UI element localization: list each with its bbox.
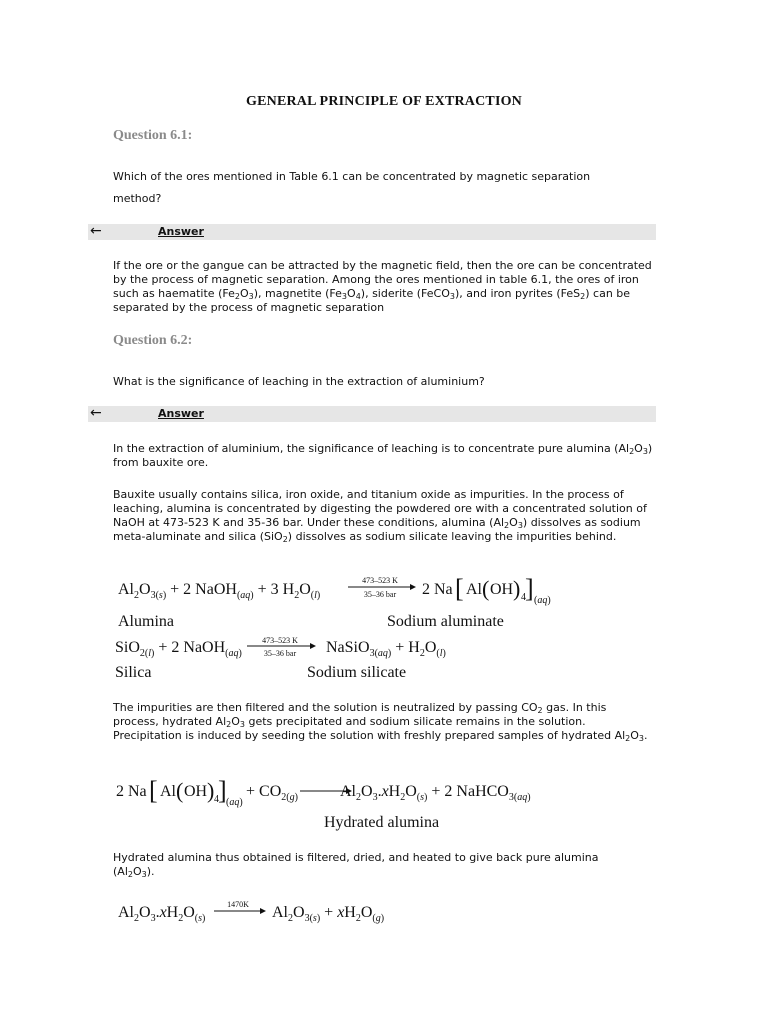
answer-bar-1[interactable]: [88, 224, 656, 240]
svg-text:+ CO2(g): + $CO_{2(}g$): [246, 783, 298, 803]
question-6-2-heading: Question 6.2:: [113, 333, 193, 348]
back-arrow-icon[interactable]: ←: [90, 223, 102, 239]
svg-text:(aq): (aq): [534, 595, 551, 606]
svg-text:Al2O3.xH2O(s): $Al_2O_3.xH_2O_(s$): [118, 904, 206, 924]
svg-text:]: ]: [218, 776, 227, 805]
eq2-label-silica: Silica: [115, 664, 152, 681]
svg-text:SiO2(l) + 2 NaOH(aq): SiO$_{2(}$l) + 2 NaOH$_($aq): [115, 639, 242, 659]
svg-text:Al2O3.xH2O(s) + 2 NaHCO3(aq): $Al_2O_3.xH_2O_(s) + 2$ NaHCO$_{3(}$aq): [340, 783, 531, 803]
svg-text:OH: OH: [490, 581, 514, 598]
svg-text:4: 4: [521, 592, 526, 603]
answer-6-2-para-4: Hydrated alumina thus obtained is filtered, dried, and heated to give back pure alumina $(Al_2O_3)$.: [113, 851, 599, 879]
question-6-1-text: Which of the ores mentioned in Table 6.1 can be concentrated by magnetic separation method?: [113, 170, 591, 205]
svg-text:Al2O3(s) + xH2O(g): $Al_2O_{3(}s) + xH_2O_(g$): [272, 904, 385, 924]
answer-6-2-para-1: In the extraction of aluminium, the significance of leaching is to concentrate pure alumina $(Al_2O_3)$ from bauxite ore.: [113, 442, 653, 469]
svg-text:OH: OH: [184, 783, 208, 800]
svg-text:4: 4: [214, 794, 219, 805]
svg-text:Al: Al: [466, 581, 482, 598]
answer-toggle-2[interactable]: Answer: [158, 407, 204, 420]
equation-heating: [110, 895, 410, 929]
eq4-condition: 1470K: [227, 900, 249, 909]
answer-6-1-text: If the ore or the gangue can be attracted by the magnetic field, then the ore can be concentrated by the process of magnetic separation. Among the ores mentioned in table 6.1, the ores of iron such as haematite $(Fe_2O_3)$, magnetite $(Fe_3O_4)$, siderite (FeCO$_3$), and iron pyrites (FeS$_2$) can be separated by the process of magnetic separation: [113, 259, 652, 314]
svg-text:(: (: [176, 778, 184, 803]
svg-text:]: ]: [525, 574, 534, 603]
svg-text:[: [: [149, 776, 158, 805]
eq2-condition-pressure: 35–36 bar: [263, 649, 297, 658]
answer-bar-2[interactable]: [88, 406, 656, 422]
svg-text:NaSiO3(aq) + H2O(l): NaSiO$_{3(}$aq) + $H_2O_(l$): [326, 639, 446, 659]
equation-precipitation: [110, 772, 570, 834]
eq1-label-sodium-aluminate: Sodium aluminate: [387, 613, 504, 630]
equation-alumina-leaching: [110, 572, 670, 632]
question-6-2-text: What is the significance of leaching in the extraction of aluminium?: [113, 375, 485, 388]
question-6-1-heading: Question 6.1:: [113, 128, 193, 143]
svg-text:Al2O3(s) + 2 NaOH(aq) + 3 H2O(: $Al_2O_{3(}s) + 2$ NaOH$_($aq) + 3 $H_2O_(l$): [118, 581, 321, 601]
page-title: GENERAL PRINCIPLE OF EXTRACTION: [246, 94, 522, 109]
answer-6-2-para-2: Bauxite usually contains silica, iron oxide, and titanium oxide as impurities. In the process of leaching, alumina is concentrated by digesting the powdered ore with a concentrated solution of NaOH at 473-523 K and 35-36 bar. Under these conditions, alumina $(Al_2O_3)$ dissolves as sodium meta-aluminate and silica (SiO$_2$) dissolves as sodium silicate leaving the impurities behind.: [113, 488, 647, 544]
back-arrow-icon[interactable]: ←: [90, 405, 102, 421]
svg-text:(: (: [482, 576, 490, 601]
svg-text:(aq): (aq): [226, 797, 243, 808]
equation-silica-leaching: [110, 632, 670, 684]
svg-text:2 Na: 2 Na: [116, 783, 147, 800]
answer-toggle-1[interactable]: Answer: [158, 225, 204, 238]
eq1-label-alumina: Alumina: [118, 613, 174, 630]
eq2-condition-temp: 473–523 K: [262, 636, 298, 645]
svg-text:): ): [513, 576, 521, 601]
answer-6-2-para-3: The impurities are then filtered and the solution is neutralized by passing $CO_2$ gas. In this process, hydrated $Al_2O_3$ gets precipitated and sodium silicate remains in the solution. Precipitation is induced by seeding the solution with freshly prepared samples of hydrated $Al_2O_3$.: [113, 701, 648, 743]
svg-text:Al: Al: [160, 783, 176, 800]
eq3-label-hydrated-alumina: Hydrated alumina: [324, 814, 440, 831]
svg-text:[: [: [455, 574, 464, 603]
svg-text:): ): [207, 778, 215, 803]
eq1-condition-pressure: 35–36 bar: [363, 590, 397, 599]
eq1-condition-temp: 473–523 K: [362, 576, 398, 585]
eq2-label-sodium-silicate: Sodium silicate: [307, 664, 407, 681]
svg-text:2 Na: 2 Na: [422, 581, 453, 598]
